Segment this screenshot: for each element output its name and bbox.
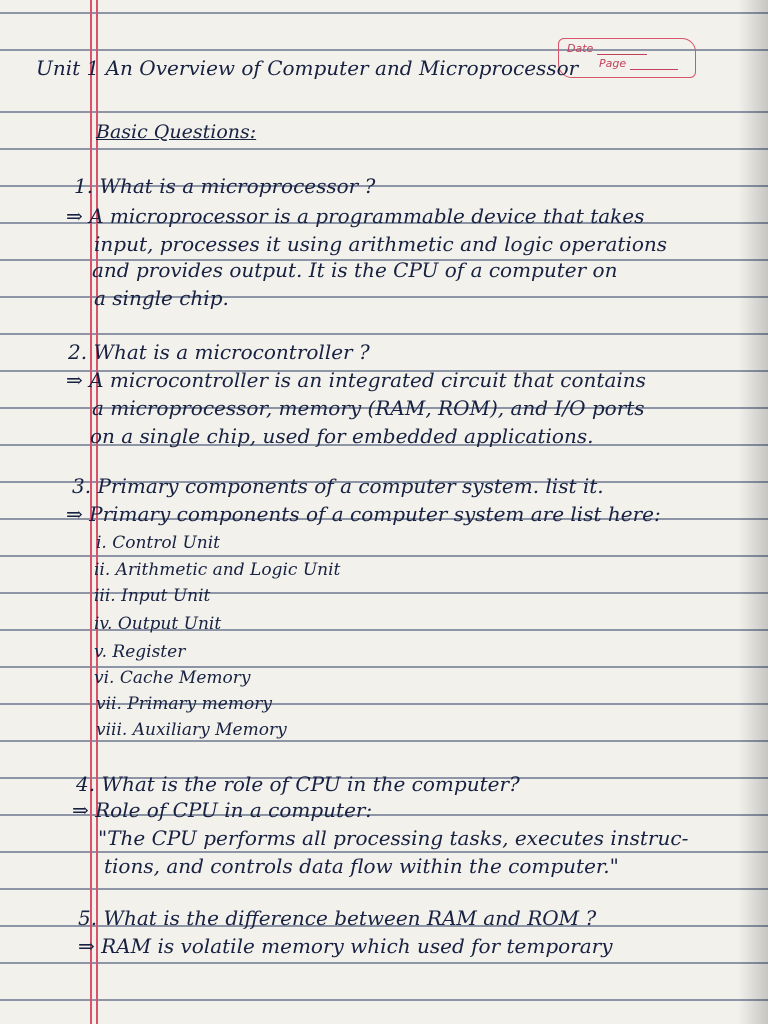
list-item: vi. Cache Memory bbox=[94, 668, 251, 688]
list-item: viii. Auxiliary Memory bbox=[96, 720, 287, 740]
question-4: 4. What is the role of CPU in the computer? bbox=[76, 772, 520, 796]
section-heading: Basic Questions: bbox=[96, 121, 257, 143]
answer-4-line: tions, and controls data flow within the computer." bbox=[104, 854, 619, 878]
answer-1-line: a single chip. bbox=[94, 286, 229, 310]
answer-5-line: ⇒ RAM is volatile memory which used for temporary bbox=[78, 934, 613, 958]
date-row bbox=[567, 42, 647, 55]
answer-4-line: "The CPU performs all processing tasks, executes instruc- bbox=[98, 826, 689, 850]
date-blank bbox=[597, 45, 647, 55]
list-item: vii. Primary memory bbox=[96, 694, 272, 714]
page-title: Unit 1 An Overview of Computer and Microprocessor bbox=[36, 56, 579, 80]
question-2: 2. What is a microcontroller ? bbox=[68, 340, 370, 364]
page-label: Page bbox=[599, 57, 627, 70]
answer-2-line: ⇒ A microcontroller is an integrated circuit that contains bbox=[66, 368, 646, 392]
page-blank bbox=[630, 60, 678, 70]
question-1: 1. What is a microprocessor ? bbox=[74, 174, 376, 198]
answer-2-line: on a single chip, used for embedded applications. bbox=[90, 424, 594, 448]
answer-1-line: ⇒ A microprocessor is a programmable device that takes bbox=[66, 204, 645, 228]
answer-1-line: and provides output. It is the CPU of a computer on bbox=[92, 258, 618, 282]
list-item: v. Register bbox=[94, 642, 186, 662]
answer-2-line: a microprocessor, memory (RAM, ROM), and I/O ports bbox=[92, 396, 645, 420]
list-item: ii. Arithmetic and Logic Unit bbox=[94, 560, 341, 580]
question-3: 3. Primary components of a computer system. list it. bbox=[72, 474, 604, 498]
list-item: iii. Input Unit bbox=[94, 586, 211, 606]
answer-4-line: ⇒ Role of CPU in a computer: bbox=[72, 798, 373, 822]
answer-1-line: input, processes it using arithmetic and logic operations bbox=[94, 232, 668, 256]
date-label: Date bbox=[567, 42, 594, 55]
list-item: iv. Output Unit bbox=[94, 614, 222, 634]
answer-3-line: ⇒ Primary components of a computer system are list here: bbox=[66, 502, 661, 526]
question-5: 5. What is the difference between RAM and ROM ? bbox=[78, 906, 597, 930]
date-page-box bbox=[558, 38, 696, 78]
page-edge-shadow bbox=[738, 0, 768, 1024]
page-row bbox=[599, 57, 678, 70]
list-item: i. Control Unit bbox=[96, 533, 221, 553]
